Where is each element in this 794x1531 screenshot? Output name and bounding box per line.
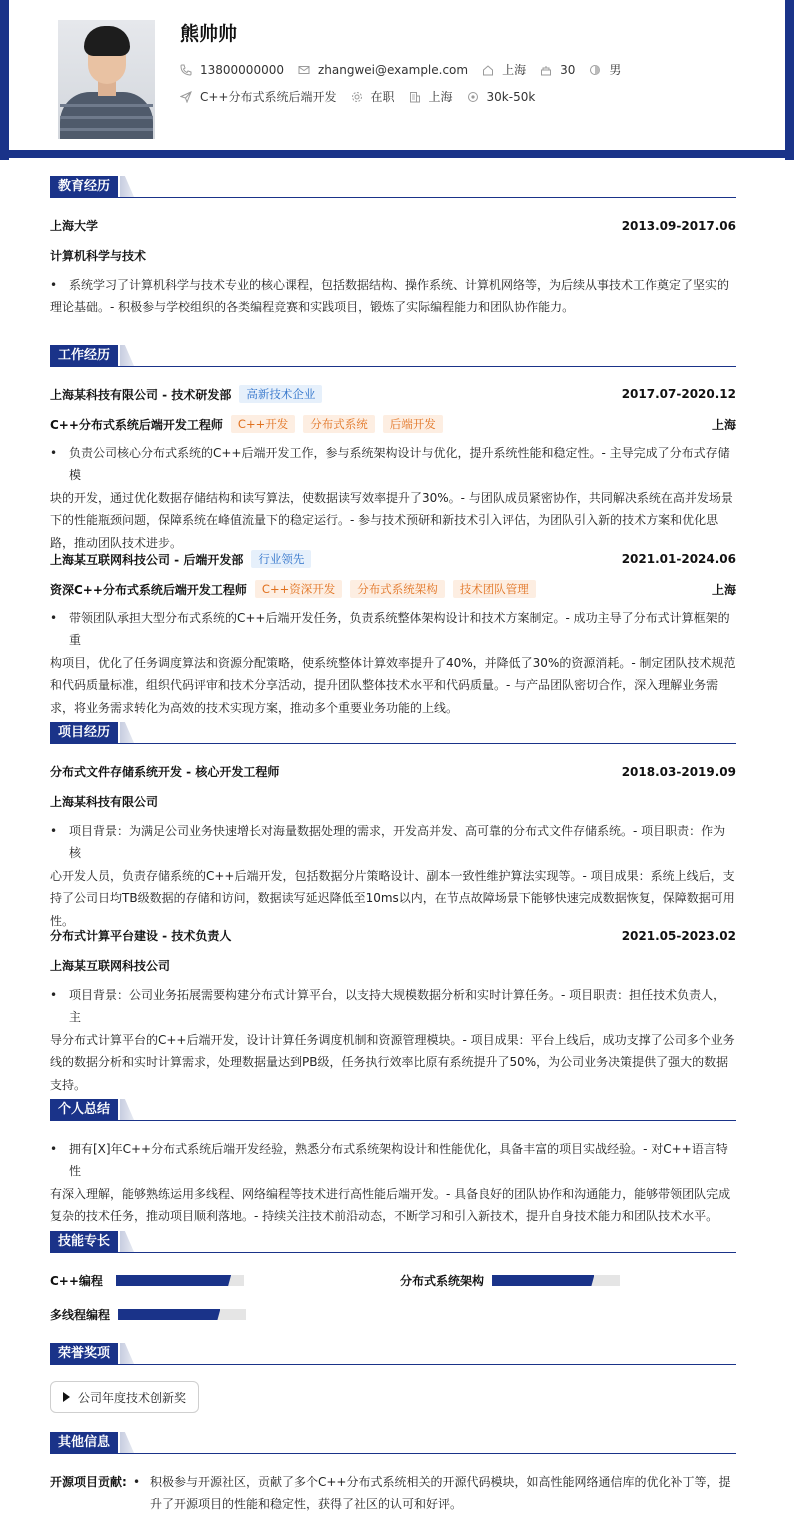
bullet: • [50,278,58,292]
job-role-row [50,580,736,598]
section-title-tail [120,1231,134,1252]
other-description [133,1471,736,1516]
job-role: 资深C++分布式系统后端开发工程师 [50,582,247,597]
summary-section [50,1099,736,1121]
text-line: 性。 [50,913,75,928]
age-icon [540,64,552,76]
location-item [482,61,526,78]
skill-tag: C++资深开发 [255,580,342,598]
section-header [50,722,736,744]
project-description [50,984,736,1096]
text-line: 持了公司日均TB级数据的存储和访问，数据读写延迟降低至10ms以内，在节点故障场景下能够快速完成数据恢复，保障数据可用 [50,891,735,906]
project-header-row [50,763,736,780]
text-line: 负责公司核心分布式系统的C++后端开发工作，参与系统架构设计与优化，提升系统性能和稳定性。- 主导完成了分布式存储模 [69,446,730,483]
other-section [50,1432,736,1454]
section-header [50,1099,736,1121]
email-value: zhangwei@example.com [317,62,469,77]
project-name: 分布式文件存储系统开发 - 核心开发工程师 [50,765,280,779]
skill-bar-track [492,1275,620,1286]
section-title-tail [120,1432,134,1453]
bullet: • [50,988,58,1002]
photo-stripe [60,116,153,119]
job-header-row [50,385,736,403]
status-value: 在职 [370,90,395,104]
email-item [298,63,468,77]
education-row [50,217,736,234]
home-icon [482,64,494,76]
photo-stripe [60,128,153,131]
education-section [50,176,736,198]
phone-value: 13800000000 [200,62,284,77]
gender-icon [589,64,601,76]
section-title-tail [120,1099,134,1120]
text-line: 项目背景：为满足公司业务快速增长对海量数据处理的需求，开发高并发、高可靠的分布式文件存储系统。- 项目职责：作为核 [69,824,726,861]
job-role: C++分布式系统后端开发工程师 [50,417,223,432]
resume-header [9,0,785,150]
section-header [50,1432,736,1454]
text-line: 心开发人员，负责存储系统的C++后端开发，包括数据分片策略设计、副本一致性维护算法实现等。- 项目成果：系统上线后，支 [50,868,735,883]
building-icon [409,91,421,103]
project-company-row [50,957,736,974]
text-line: 线的数据分析和实时计算需求，处理数据量达到PB级，任务执行效率比原有系统提升了50%，为公司业务决策提供了强大的数据 [50,1055,729,1070]
text-line: 系统学习了计算机科学与技术专业的核心课程，包括数据结构、操作系统、计算机网络等，为后续从事技术工作奠定了坚实的 [69,278,730,292]
section-title: 技能专长 [50,1231,118,1252]
text-line: 导分布式计算平台的C++后端开发，设计计算任务调度机制和资源管理模块。- 项目成果：平台上线后，成功支撑了公司多个业务 [50,1032,735,1047]
award-name: 公司年度技术创新奖 [78,1390,187,1405]
skill-bar-fill [118,1309,220,1320]
text-line: 拥有[X]年C++分布式系统后端开发经验，熟悉分布式系统架构设计和性能优化，具备丰富的项目实战经验。- 对C++语言特性 [69,1142,728,1179]
job-city: 上海 [711,417,736,432]
project-period: 2021.05-2023.02 [621,928,736,943]
job-company: 上海某科技有限公司 - 技术研发部 [50,387,232,402]
job-description [50,607,736,719]
skill-bar-track [118,1309,246,1320]
project-company: 上海某互联网科技公司 [50,959,171,973]
honors-section [50,1343,736,1365]
candidate-name: 熊帅帅 [180,23,238,45]
section-header [50,345,736,367]
section-title-tail [120,345,134,366]
skill-name: 分布式系统架构 [400,1274,485,1288]
section-title: 其他信息 [50,1432,118,1453]
skill-tag: 分布式系统 [303,415,375,433]
major-row [50,247,736,264]
school-name: 上海大学 [50,219,99,233]
mail-icon [298,64,310,76]
major-name: 计算机科学与技术 [50,249,147,263]
bullet: • [50,824,58,838]
section-title: 工作经历 [50,345,118,366]
skill-tag: 分布式系统架构 [350,580,445,598]
age-item [540,63,575,77]
job-period: 2017.07-2020.12 [621,387,736,401]
location-value: 上海 [502,63,527,77]
section-title-tail [120,1343,134,1364]
position-item [180,88,337,105]
projects-section [50,722,736,744]
skill-item [400,1272,620,1289]
text-line: 构项目，优化了任务调度算法和资源分配策略，使系统整体计算效率提升了40%，并降低了30%的资源消耗。- 制定团队技术规范 [50,655,736,670]
text-line: 积极参与开源社区，贡献了多个C++分布式系统相关的开源代码模块，如高性能网络通信库的优化补丁等，提 [150,1475,731,1489]
skill-tag: C++开发 [231,415,295,433]
education-description [50,274,736,319]
avatar [58,20,155,139]
project-period: 2018.03-2019.09 [621,764,736,779]
skill-tag: 后端开发 [383,415,443,433]
skill-name: 多线程编程 [50,1308,111,1322]
job-intent-row [180,88,549,105]
job-company-wrap [50,550,311,568]
job-city: 上海 [711,582,736,597]
skills-section [50,1231,736,1253]
job-description [50,442,736,554]
job-company-wrap [50,385,322,403]
text-line: 升了开源项目的性能和稳定性，获得了社区的认可和好评。 [150,1497,463,1512]
project-name: 分布式计算平台建设 - 技术负责人 [50,929,232,943]
skill-item [50,1306,246,1323]
city-item [409,88,453,105]
job-role-wrap [50,415,443,433]
text-line: 求，将业务需求转化为高效的技术实现方案，推动多个重要业务功能的上线。 [50,700,459,715]
frame-left [0,0,9,160]
photo-hair [84,26,130,56]
project-company-row [50,793,736,810]
skill-bar-fill [492,1275,594,1286]
section-header [50,176,736,198]
job-role-row [50,415,736,433]
job-role-wrap [50,580,536,598]
text-line: 路，推动团队技术进步。 [50,535,183,550]
section-title: 项目经历 [50,722,118,743]
text-line: 支持。 [50,1077,87,1092]
section-title: 个人总结 [50,1099,118,1120]
text-line: 下的性能瓶颈问题，保障系统在峰值流量下的稳定运行。- 参与技术预研和新技术引入评估，为团队引入新的技术方案和优化思 [50,513,719,528]
skill-item [50,1272,244,1289]
project-description [50,820,736,932]
company-tag: 行业领先 [251,550,311,568]
job-company: 上海某互联网科技公司 - 后端开发部 [50,552,244,567]
section-header [50,1343,736,1365]
gender-value: 男 [609,63,622,77]
money-icon [467,91,479,103]
other-label: 开源项目贡献: [50,1475,127,1489]
phone-item [180,63,284,77]
text-line: 有深入理解，能够熟练运用多线程、网络编程等技术进行高性能后端开发。- 具备良好的团队协作和沟通能力，能够带领团队完成 [50,1186,731,1201]
text-line: 块的开发，通过优化数据存储结构和读写算法，使数据读写效率提升了30%。- 与团队成员紧密协作，共同解决系统在高并发场景 [50,490,733,505]
bullet: • [133,1475,141,1489]
summary-description [50,1138,736,1228]
gender-item [589,61,621,78]
phone-icon [180,64,192,76]
text-line: 理论基础。- 积极参与学校组织的各类编程竞赛和实践项目，锻炼了实际编程能力和团队协作能力。 [50,300,575,315]
skill-name: C++编程 [50,1274,103,1288]
section-title-tail [120,722,134,743]
section-title: 荣誉奖项 [50,1343,118,1364]
salary-item [467,90,536,104]
photo-stripe [60,104,153,107]
bullet: • [50,446,58,460]
work-section [50,345,736,367]
send-icon [180,91,192,103]
text-line: 项目背景：公司业务拓展需要构建分布式计算平台，以支持大规模数据分析和实时计算任务。- 项目职责：担任技术负责人，主 [69,988,726,1025]
job-header-row [50,550,736,568]
salary-value: 30k-50k [486,89,536,104]
bullet: • [50,611,58,625]
position-value: C++分布式系统后端开发 [200,90,337,104]
section-title: 教育经历 [50,176,118,197]
gear-icon [351,91,363,103]
skill-bar-track [116,1275,244,1286]
text-line: 和代码质量标准，组织代码评审和技术分享活动，提升团队整体技术水平和代码质量。- 与产品团队密切合作，深入理解业务需 [50,678,719,693]
play-icon [63,1392,70,1402]
award-card[interactable] [50,1381,199,1413]
section-title-tail [120,176,134,197]
status-item [351,88,395,105]
skill-bar-fill [116,1275,231,1286]
contact-row [180,61,635,78]
company-tag: 高新技术企业 [239,385,322,403]
frame-right [785,0,794,160]
skill-tag: 技术团队管理 [453,580,536,598]
education-period: 2013.09-2017.06 [621,218,736,233]
project-header-row [50,927,736,944]
project-company: 上海某科技有限公司 [50,795,159,809]
bullet: • [50,1142,58,1156]
section-header [50,1231,736,1253]
text-line: 复杂的技术任务，推动项目顺利落地。- 持续关注技术前沿动态，不断学习和引入新技术，提升自身技术能力和团队技术水平。 [50,1209,719,1224]
city-value: 上海 [428,90,453,104]
text-line: 带领团队承担大型分布式系统的C++后端开发任务，负责系统整体架构设计和技术方案制定。- 成功主导了分布式计算框架的重 [69,611,730,648]
frame-bottom [0,150,794,158]
job-period: 2021.01-2024.06 [621,552,736,566]
age-value: 30 [560,62,576,77]
